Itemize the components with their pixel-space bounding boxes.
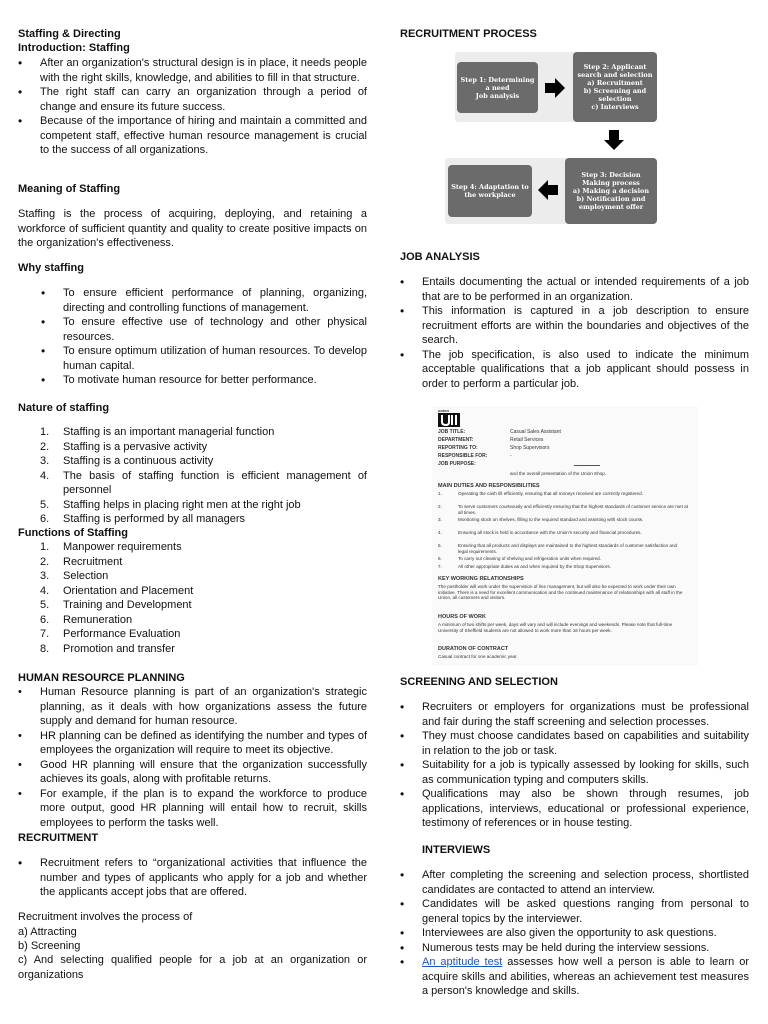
list-item: • To motivate human resource for better performance. xyxy=(63,373,367,388)
list-item: 6. Remuneration xyxy=(40,613,133,626)
job-description-image: union JOB TITLE: Casual Sales Assistant DEPARTMENT: Retail Services REPORTING TO: Shop Supervisors RESPONSIBLE FOR: - JOB PURPOSE: and the overall presentation of the Union Shop. MAIN DUTIES AND RESPONSIBILITIES 1. Operating the cash till efficiently, ensuring that all moneys received are correctly registered. 2. To serve customers courteously and efficiently ensuring that the highest standards of customer service are met at all times. 3. Monitoring stock on shelves, filling to the required standard and assisting with stock counts. 4. Ensuring all stock is held in accordance with the Union's security and financial procedures. 5. Ensuring that all products and displays are maintained to the highest standards of customer satisfaction and legal requirements. 6. To carry out cleaning of shelving and refrigeration units when required. 7. All other appropriate duties as and when required by the Shop Supervisors. KEY WORKING RELATIONSHIPS The postholder will work under the supervision of line management, but will also be expected to work under their own initiative. There is a need for excellent communication and the continued maintenance of relationships with all staff in the Union, all customers and visitors. HOURS OF WORK A minimum of two shifts per week, days will vary and will include evenings and weekends. Please note that full-time University of Sheffield students are not allowed to work more than 16 hours per week. DURATION OF CONTRACT Casual contract for one academic year. xyxy=(432,406,698,666)
screening-list xyxy=(400,700,749,831)
list-item: • They must choose candidates based on capabilities and suitability in relation to the job or task. xyxy=(422,729,749,758)
functions-list xyxy=(18,540,367,656)
jd-hours-heading: HOURS OF WORK xyxy=(438,614,486,620)
list-item: 1. Staffing is an important managerial function xyxy=(40,426,275,438)
list-item: • Because of the importance of hiring and maintain a committed and competent staff, effective human resource management is crucial to the success of all organizations. xyxy=(40,114,367,158)
list-item: • For example, if the plan is to expand the workforce to produce more output, good HR planning will entail how to recruit, skills employees to perform the tasks well. xyxy=(40,787,367,831)
why-list xyxy=(18,286,367,388)
list-item: • Suitability for a job is typically assessed by looking for skills, such as communication typing and computers skills. xyxy=(422,758,749,787)
list-item: 6. Staffing is performed by all managers xyxy=(40,513,245,525)
list-item: • Numerous tests may be held during the interview sessions. xyxy=(422,941,749,956)
recruitment-step: a) Attracting xyxy=(18,926,77,938)
job-analysis-list xyxy=(400,275,749,391)
jd-kwr-text: The postholder will work under the supervision of line management, but will also be expected to work under their own initiative. There is a need for excellent communication and the continued maintenance of relationships with all staff in the Union, all customers and visitors. xyxy=(438,584,683,600)
process-step-4: Step 4: Adaptation to the workplace xyxy=(448,165,532,217)
list-item: • After completing the screening and selection process, shortlisted candidates are contacted to attend an interview. xyxy=(422,868,749,897)
arrow-right-icon xyxy=(545,78,565,98)
nature-heading: Nature of staffing xyxy=(18,402,110,414)
list-item: • After an organization's structural design is in place, it needs people with the right skills, knowledge, and abilities to fill in that structure. xyxy=(40,56,367,85)
list-item: • An aptitude test assesses how well a person is able to learn or acquire skills and abilities, whereas an achievement test measures a person's knowledge and skills. xyxy=(422,955,749,999)
list-item: • HR planning can be defined as identifying the number and types of employees the organization will require to meet its objective. xyxy=(40,729,367,758)
list-item: • This information is captured in a job description to ensure recruitment efforts are within the boundaries and objectives of the search. xyxy=(422,304,749,348)
jd-field-value: Casual Sales Assistant xyxy=(510,429,561,435)
jd-duty: Ensuring all stock is held in accordance with the Union's security and financial procedures. xyxy=(458,530,642,535)
nature-list xyxy=(18,425,367,527)
list-item: • Good HR planning will ensure that the organization successfully achieves its goals, along with profitable returns. xyxy=(40,758,367,787)
list-item: • Candidates will be asked questions ranging from personal to general topics by the interviewer. xyxy=(422,897,749,926)
hrp-list xyxy=(18,685,367,830)
jd-duty: All other appropriate duties as and when required by the Shop Supervisors. xyxy=(458,564,611,569)
list-item: 2. Staffing is a pervasive activity xyxy=(40,440,208,453)
functions-heading: Functions of Staffing xyxy=(18,527,128,539)
list-item: • Human Resource planning is part of an organization's strategic planning, as it deals with how organizations assess the future supply and demand for human resource. xyxy=(40,685,367,729)
list-item: 3. Selection xyxy=(40,570,109,582)
union-logo-icon xyxy=(438,413,460,427)
list-item: • The right staff can carry an organization through a period of change and ensure its future success. xyxy=(40,85,367,114)
recruitment-list xyxy=(18,856,367,900)
jd-field-label: REPORTING TO: xyxy=(438,445,478,451)
list-item: 5. Staffing helps in placing right men at the right job xyxy=(40,498,301,511)
list-item: • The job specification, is also used to indicate the minimum acceptable qualifications that a job applicant should possess in order to perform a particular job. xyxy=(422,348,749,392)
list-item: • To ensure effective use of technology and other physical resources. xyxy=(63,315,367,344)
intro-list xyxy=(18,56,367,158)
arrow-down-icon xyxy=(604,130,624,150)
jd-field-label: DEPARTMENT: xyxy=(438,437,474,443)
list-item: 8. Promotion and transfer xyxy=(40,642,175,655)
meaning-heading: Meaning of Staffing xyxy=(18,183,121,195)
list-item: • Entails documenting the actual or intended requirements of a job that are to be performed in an organization. xyxy=(422,275,749,304)
intro-heading: Introduction: Staffing xyxy=(18,42,130,54)
list-item: • Qualifications may also be shown through resumes, job applications, interviews, educational or professional experience, testimony of references or in house testing. xyxy=(422,787,749,831)
screening-heading: SCREENING AND SELECTION xyxy=(400,676,558,688)
interviews-heading: INTERVIEWS xyxy=(422,844,491,856)
interviews-list xyxy=(400,868,749,999)
aptitude-test-link[interactable]: An aptitude test xyxy=(422,956,503,968)
recruitment-process-intro: Recruitment involves the process of xyxy=(18,911,193,923)
list-item: • Recruiters or employers for organizations must be professional and fair during the staff screening and selection processes. xyxy=(422,700,749,729)
list-item: • Interviewees are also given the opportunity to ask questions. xyxy=(422,926,749,941)
hrp-heading: HUMAN RESOURCE PLANNING xyxy=(18,672,185,684)
jd-field-value: Retail Services xyxy=(510,437,544,443)
list-item: • To ensure optimum utilization of human resources. To develop human capital. xyxy=(63,344,367,373)
jd-duty: To serve customers courteously and efficiently ensuring that the highest standards of customer service are met at all times. xyxy=(458,504,688,515)
jd-contract-heading: DURATION OF CONTRACT xyxy=(438,646,509,652)
jd-kwr-heading: KEY WORKING RELATIONSHIPS xyxy=(438,576,524,582)
process-step-1: Step 1: Determining a need Job analysis xyxy=(457,62,538,113)
job-analysis-heading: JOB ANALYSIS xyxy=(400,251,480,263)
jd-field-value: - xyxy=(510,453,512,459)
list-item: 1. Manpower requirements xyxy=(40,541,182,553)
recruitment-step: c) And selecting qualified people for a job at an organization or organizations xyxy=(18,954,367,981)
list-item: 7. Performance Evaluation xyxy=(40,628,181,640)
list-item: 4. Orientation and Placement xyxy=(40,584,194,597)
jd-purpose-tail: and the overall presentation of the Union Shop. xyxy=(510,471,607,476)
list-item: 4. The basis of staffing function is efficient management of personnel xyxy=(40,469,367,496)
jd-contract-text: Casual contract for one academic year. xyxy=(438,654,518,659)
jd-field-label: RESPONSIBLE FOR: xyxy=(438,453,488,459)
list-item: 5. Training and Development xyxy=(40,599,192,611)
jd-duty: Operating the cash till efficiently, ensuring that all moneys received are correctly registered. xyxy=(458,491,643,496)
why-heading: Why staffing xyxy=(18,262,84,274)
jd-hours-text: A minimum of two shifts per week, days will vary and will include evenings and weekends. Please note that full-time University of Sheffield students are not allowed to work more than 16 hours per week. xyxy=(438,622,673,633)
union-logo-text: union xyxy=(438,408,449,413)
jd-field-value: Shop Supervisors xyxy=(510,445,550,451)
list-item: • Recruitment refers to “organizational activities that influence the number and types of applicants who apply for a job and whether the applicants accept jobs that are offered. xyxy=(40,856,367,900)
jd-blank-line xyxy=(574,465,600,466)
jd-duty: Ensuring that all products and displays are maintained to the highest standards of customer satisfaction and legal requirements. xyxy=(458,543,678,554)
recruitment-step: b) Screening xyxy=(18,940,81,952)
process-heading: RECRUITMENT PROCESS xyxy=(400,28,537,40)
arrow-left-icon xyxy=(538,180,558,200)
recruitment-heading: RECRUITMENT xyxy=(18,832,99,844)
document-title: Staffing & Directing xyxy=(18,28,121,40)
process-step-2: Step 2: Applicant search and selection a) Recruitment b) Screening and selection c) Interviews xyxy=(573,52,657,122)
list-item: 3. Staffing is a continuous activity xyxy=(40,455,214,467)
jd-field-label: JOB PURPOSE: xyxy=(438,461,476,467)
list-item: 2. Recruitment xyxy=(40,555,123,568)
jd-field-label: JOB TITLE: xyxy=(438,429,466,435)
jd-duty: Monitoring stock on shelves, filling to the required standard and assisting with stock counts. xyxy=(458,517,644,522)
jd-duties-heading: MAIN DUTIES AND RESPONSIBILITIES xyxy=(438,483,540,489)
jd-duty: To carry out cleaning of shelving and refrigeration units when required. xyxy=(458,556,601,561)
list-item: • To ensure efficient performance of planning, organizing, directing and controlling functions of management. xyxy=(63,286,367,315)
meaning-paragraph: Staffing is the process of acquiring, deploying, and retaining a workforce of sufficient quantity and quality to create positive impacts on the organization's effectiveness. xyxy=(18,208,367,249)
process-step-3: Step 3: Decision Making process a) Making a decision b) Notification and employment offer xyxy=(565,158,657,224)
